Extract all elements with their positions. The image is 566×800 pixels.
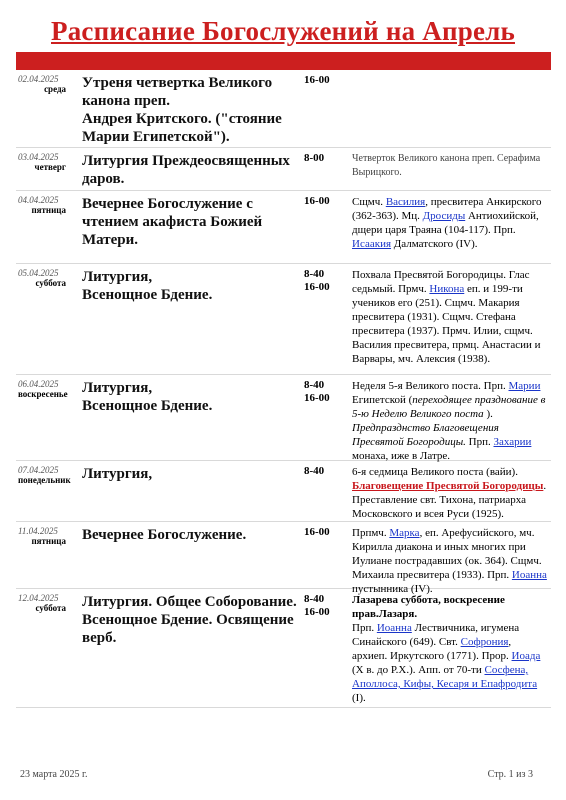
desc-text: Египетской ( [352,394,413,406]
service-line: Матери. [82,232,139,248]
service-cell [82,268,306,304]
service-time: 16-00 [304,392,330,404]
row-date: 07.04.2025 [18,465,59,475]
row-weekday: пятница [31,205,66,215]
desc-text: (I). [352,692,366,704]
desc-italic: переходящее празднование в 5-ю Неделю Великого поста [352,394,546,420]
service-cell [82,593,306,647]
desc-text: Прпмч. [352,527,390,539]
date-cell [18,268,80,288]
description-cell [352,593,549,705]
saint-link[interactable]: Никона [429,283,465,295]
service-cell [82,526,306,544]
time-cell [304,593,348,619]
service-time: 16-00 [304,195,330,207]
time-cell [304,74,348,87]
date-cell [18,526,80,546]
saint-link[interactable]: Захарии [493,436,532,448]
date-cell [18,195,80,215]
date-cell [18,152,80,172]
feast-link[interactable]: Благовещение Пресвятой Богородицы [352,480,544,492]
service-cell [82,152,306,188]
description-cell [352,465,549,521]
desc-text: Прмч. [395,283,430,295]
table-row [16,589,551,708]
service-line: Андрея Критского. ("стояние [82,111,282,127]
row-weekday: четверг [34,162,66,172]
desc-bold: Лазарева суббота, воскресение прав.Лазаря. [352,594,505,620]
row-date: 05.04.2025 [18,268,59,278]
time-cell [304,195,348,208]
desc-text: Неделя 5-я Великого поста. [352,380,481,392]
service-line: Литургия Преждеосвященных [82,153,290,169]
page-title: Расписание Богослужений на Апрель [51,16,515,46]
desc-text: еп. и 199-ти учеников его (251). Сщмч. Макария пресвитера (1931). Сщмч. Стефана пресвитера (1937). Прмч. Илии, сщмч. Василия пресвитера, прмц. Анастасии и Варвары, мч. Алексия (1938). [352,283,541,365]
desc-text: монаха, иже в Латре. [352,450,451,462]
description-cell [352,526,549,596]
desc-text: Прп. [465,436,494,448]
saint-link[interactable]: Софрония [460,636,509,648]
description-cell [352,379,549,463]
service-time: 16-00 [304,74,330,86]
desc-text: ). [483,408,493,420]
service-line: канона преп. [82,93,170,109]
description-cell [352,268,549,366]
saint-link[interactable]: Сосфена, Аполлоса, Кифы, Кесаря и Епафродита [352,664,538,690]
service-time: 16-00 [304,281,330,293]
footer-date: 23 марта 2025 г. [20,769,88,780]
saint-link[interactable]: Иоада [511,650,541,662]
row-date: 04.04.2025 [18,195,59,205]
table-row [16,148,551,191]
header-bar [16,52,551,70]
row-date: 03.04.2025 [18,152,59,162]
service-line: Литургия, [82,269,153,285]
saint-link[interactable]: Иоанна [376,622,412,634]
row-weekday: пятница [31,536,66,546]
service-cell [82,379,306,415]
desc-text: пустынника (IV). [352,583,433,595]
row-weekday: воскресенье [18,389,68,399]
row-description: Четверток Великого канона преп. Серафима Вырицкого. [352,153,541,178]
service-line: Литургия. Общее Соборование. [82,594,297,610]
table-row [16,461,551,522]
desc-italic: Предпразднство Благовещения Пресвятой Богородицы. [352,422,499,448]
service-time: 8-00 [304,152,325,164]
date-cell [18,74,80,94]
service-line: Вечернее Богослужение с [82,196,253,212]
saint-link[interactable]: Исаакия [352,238,392,250]
row-date: 11.04.2025 [18,526,58,536]
description-cell [352,152,549,180]
desc-text: 6-я седмица Великого поста (вайи). [352,466,518,478]
service-line: Марии Египетской"). [82,129,230,145]
desc-text: Далматского (IV). [391,238,478,250]
row-weekday: суббота [35,603,66,613]
desc-text: Антиохийской, дщери царя Траяна (104-117). Прп. [352,210,539,236]
saint-link[interactable]: Марка [389,527,420,539]
time-cell [304,465,348,478]
desc-text: Прп. [480,380,509,392]
schedule-table [16,70,551,708]
service-line: Вечернее Богослужение. [82,527,247,543]
desc-text: Похвала Пресвятой Богородицы. Глас седьмый. [352,269,530,295]
service-line: Всенощное Бдение. [82,398,213,414]
desc-text: (X в. до Р.Х.). Апп. от 70-ти [352,664,485,676]
desc-text: Прп. [352,622,377,634]
saint-link[interactable]: Марии [508,380,541,392]
desc-text: , пресвитера Анкирского (362-363). Мц. [352,196,542,222]
page-number: Стр. 1 из 3 [487,769,533,780]
row-date: 12.04.2025 [18,593,59,603]
service-time: 16-00 [304,606,330,618]
service-line: чтением акафиста Божией [82,214,263,230]
desc-text: . Преставление свт. Тихона, патриарха Московского и всея Руси (1925). [352,480,547,520]
service-line: Всенощное Бдение. [82,287,213,303]
table-row [16,70,551,148]
time-cell [304,526,348,539]
service-time: 8-40 [304,268,325,280]
service-cell [82,465,306,483]
table-row [16,264,551,375]
saint-link[interactable]: Иоанна [511,569,547,581]
row-date: 02.04.2025 [18,74,59,84]
table-row [16,191,551,264]
date-cell [18,465,80,485]
date-cell [18,379,80,399]
service-cell [82,74,306,146]
saint-link[interactable]: Василия [385,196,426,208]
service-line: Всенощное Бдение. Освящение [82,612,294,628]
service-line: верб. [82,630,117,646]
row-weekday: понедельник [18,475,71,485]
service-line: Утреня четвертка Великого [82,75,273,91]
table-row [16,522,551,595]
row-date: 06.04.2025 [18,379,59,389]
description-cell [352,195,549,251]
service-cell [82,195,306,249]
time-cell [304,379,348,405]
row-weekday: суббота [35,278,66,288]
table-row [16,375,551,461]
service-line: даров. [82,171,125,187]
service-time: 8-40 [304,593,325,605]
desc-text: , еп. Арефусийского, мч. Кирилла диакона и иных многих при Иулиане пострадавших (ок. 364). Сщмч. Михаила пресвитера (1933). Прп. [352,527,542,581]
date-cell [18,593,80,613]
desc-text: Лествичника, игумена Синайского (649). Свт. [352,622,520,648]
service-line: Литургия, [82,466,153,482]
service-time: 8-40 [304,465,325,477]
service-time: 8-40 [304,379,325,391]
saint-link[interactable]: Дросиды [422,210,466,222]
row-weekday: среда [44,84,66,94]
time-cell [304,268,348,294]
service-time: 16-00 [304,526,330,538]
desc-text: , архиеп. Иркутского (1771). Прор. [352,636,512,662]
service-line: Литургия, [82,380,153,396]
time-cell [304,152,348,165]
desc-text: Сщмч. [352,196,386,208]
